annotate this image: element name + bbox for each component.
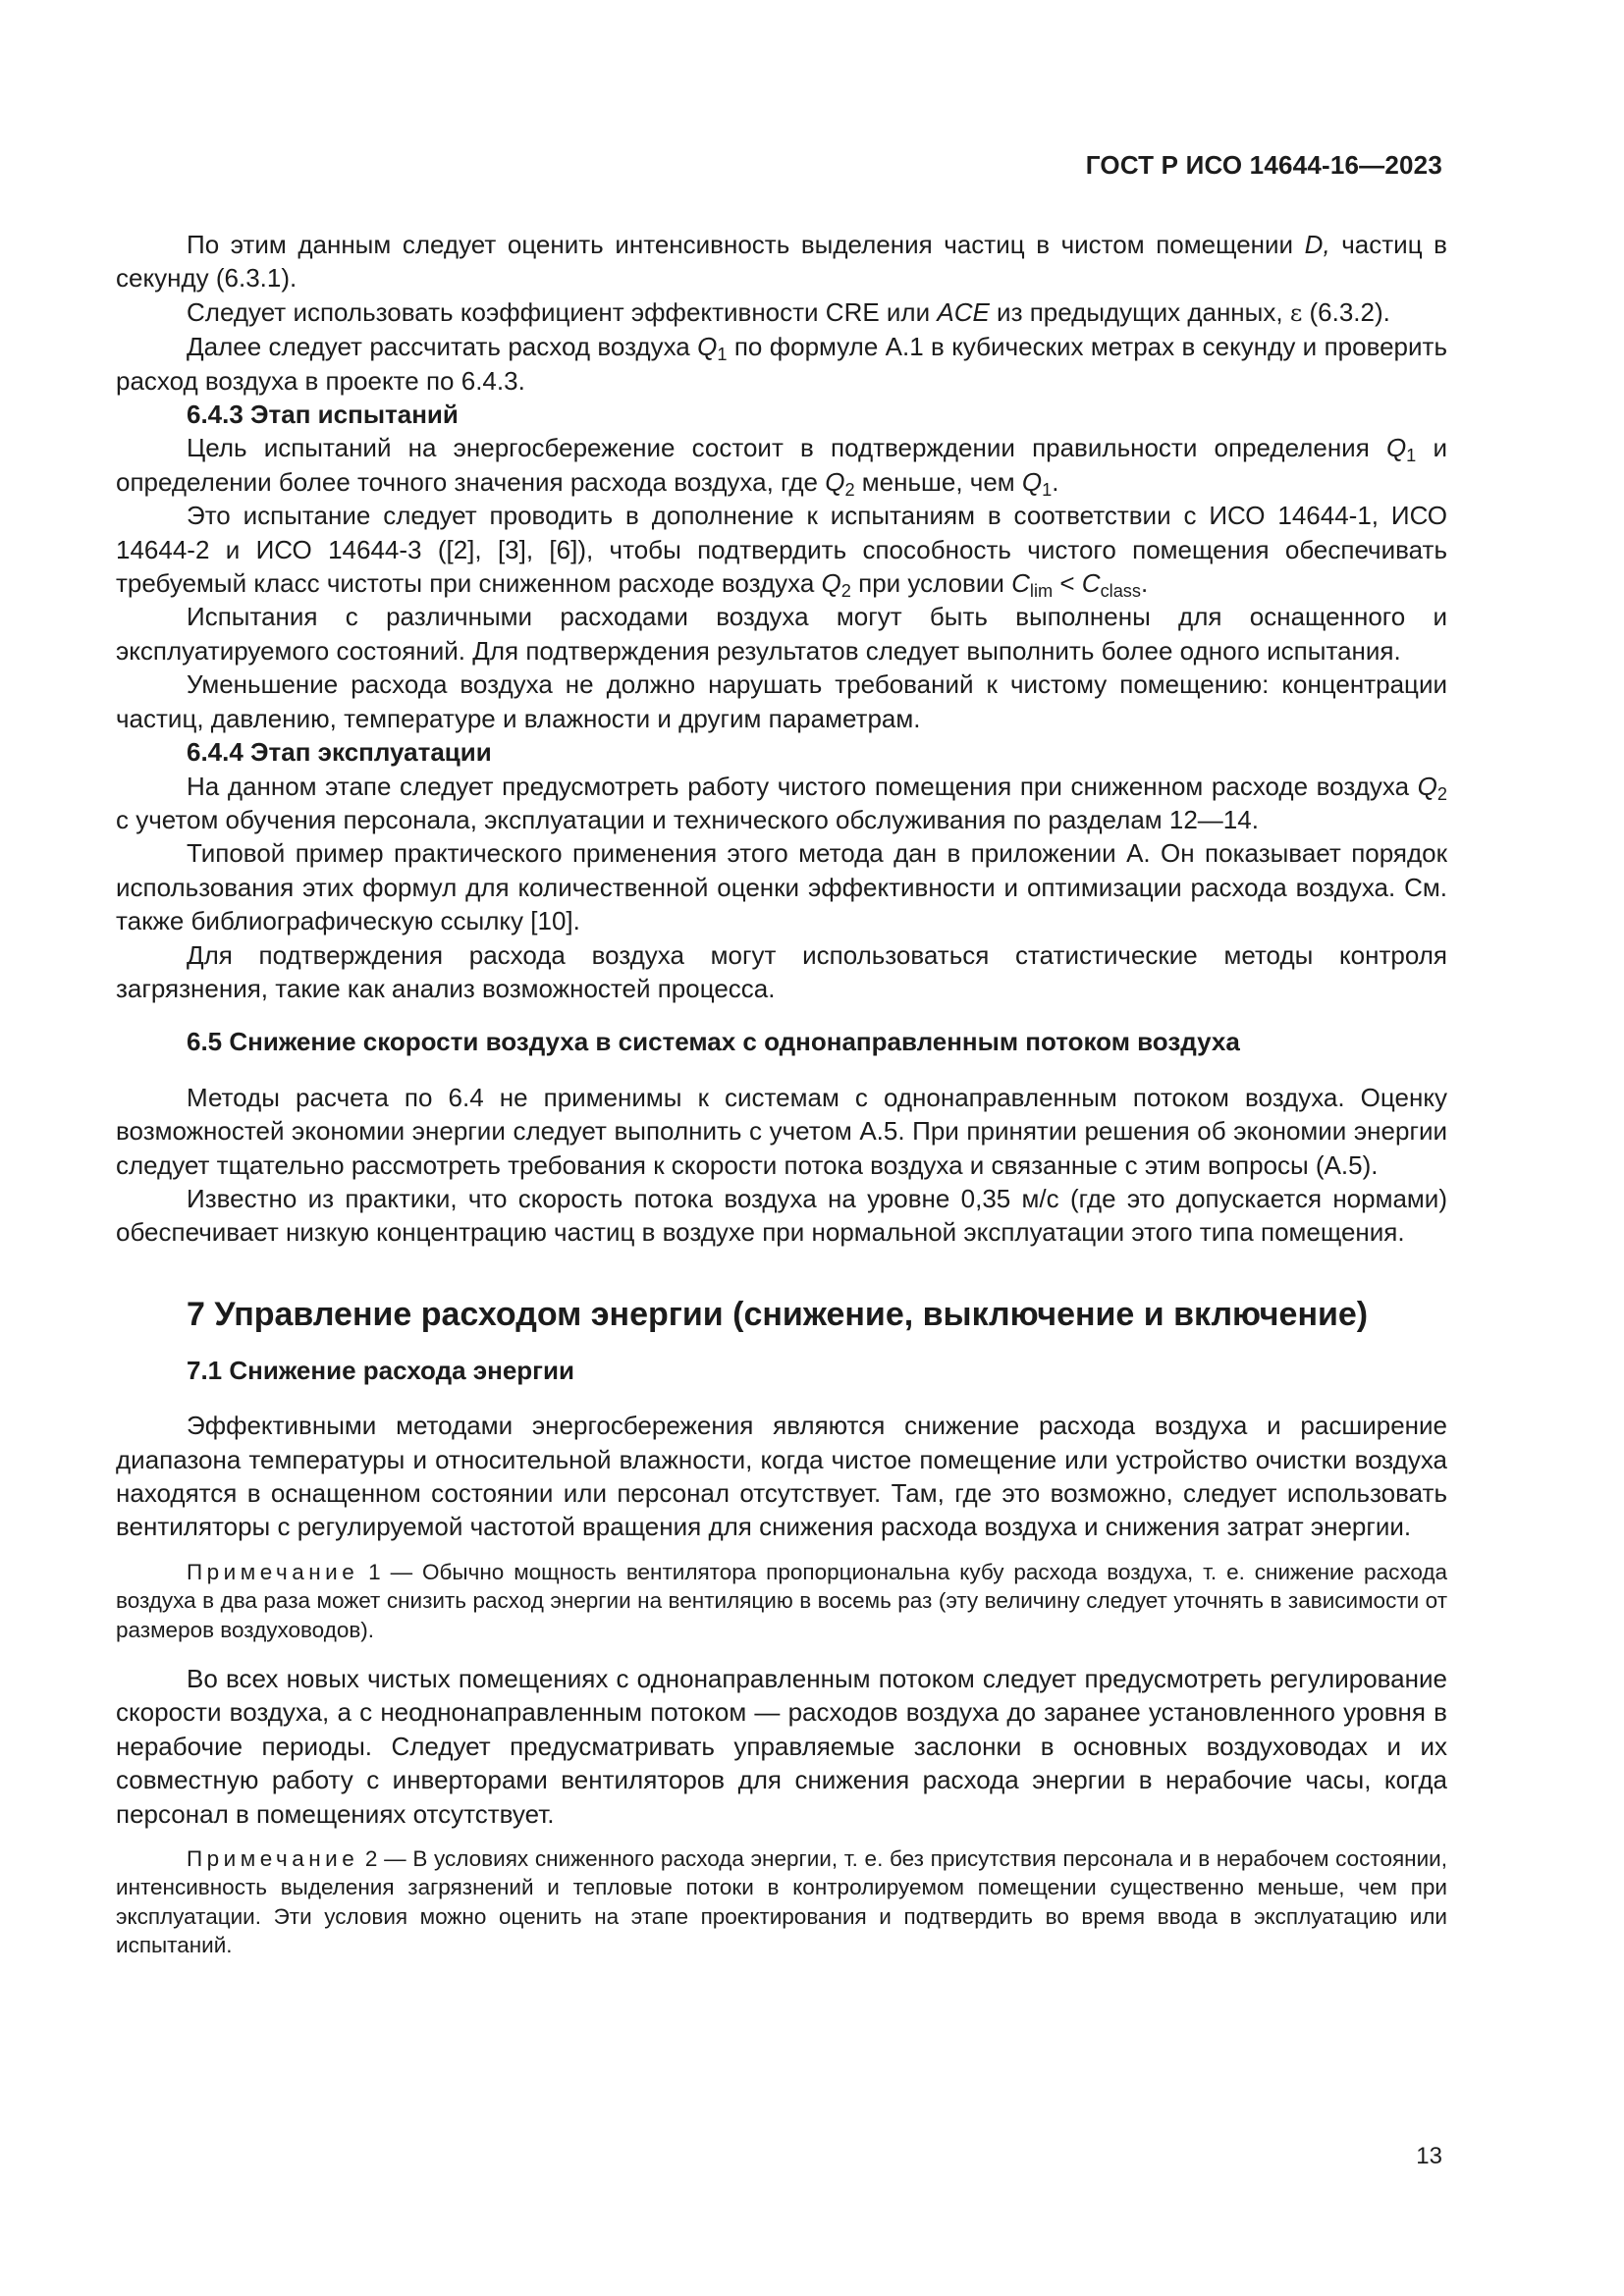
- section-heading-6-5: 6.5 Снижение скорости воздуха в системах с однонаправленным потоком воздуха: [187, 1027, 1240, 1057]
- paragraph: Типовой пример практического применения этого метода дан в приложении А. Он показывает порядок использования этих формул для количественной оценки эффективности и оптимизации расхода воздуха. См. также библиографическую ссылку [10].: [116, 838, 1447, 936]
- paragraph: Во всех новых чистых помещениях с однонаправленным потоком следует предусмотреть регулирование скорости воздуха, а с неоднонаправленным потоком — расходов воздуха до заранее установленного уровня в нерабочие периоды. Следует предусматривать управляемые заслонки в основных воздуховодах и их совместную работу с инверторами вентиляторов для снижения расхода энергии в нерабочие часы, когда персонал в помещениях отсутствует.: [116, 1664, 1447, 1829]
- paragraph: Испытания с различными расходами воздуха могут быть выполнены для оснащенного и эксплуатируемого состояний. Для подтверждения результатов следует выполнить более одного испытания.: [116, 602, 1447, 666]
- document-id-header: ГОСТ Р ИСО 14644-16—2023: [1085, 150, 1442, 180]
- note-label: Примечание: [187, 1846, 359, 1872]
- paragraph: Для подтверждения расхода воздуха могут использоваться статистические методы контроля загрязнения, такие как анализ возможностей процесса.: [116, 939, 1447, 1003]
- section-heading-7-1: 7.1 Снижение расхода энергии: [187, 1355, 574, 1385]
- paragraph: Цель испытаний на энергосбережение состоит в подтверждении правильности определения $Q_1$ и определении более точного значения расхода воздуха, где $Q_2$ меньше, чем $Q_1$.: [116, 433, 1447, 500]
- paragraph: Известно из практики, что скорость потока воздуха на уровне 0,35 м/с (где это допускается нормами) обеспечивает низкую концентрацию частиц в воздухе при нормальной эксплуатации этого типа помещения.: [116, 1183, 1447, 1248]
- section-heading-6-4-3: 6.4.3 Этап испытаний: [187, 400, 459, 430]
- paragraph: Следует использовать коэффициент эффективности CRE или ACE из предыдущих данных, ε (6.3.2).: [187, 296, 1390, 327]
- paragraph: На данном этапе следует предусмотреть работу чистого помещения при сниженном расходе воздуха $Q_2$ с учетом обучения персонала, эксплуатации и технического обслуживания по разделам 12—14.: [116, 771, 1447, 834]
- note-1: Примечание 1 — Обычно мощность вентилятора пропорциональна кубу расхода воздуха, т. е. снижение расхода воздуха в два раза может снизить расход энергии на вентиляцию в восемь раз (эту величину следует уточнять в зависимости от размеров воздуховодов).: [116, 1559, 1447, 1642]
- note-label: Примечание: [187, 1559, 359, 1584]
- section-heading-6-4-4: 6.4.4 Этап эксплуатации: [187, 737, 492, 768]
- paragraph: Эффективными методами энергосбережения являются снижение расхода воздуха и расширение диапазона температуры и относительной влажности, когда чистое помещение или устройство очистки воздуха находятся в оснащенном состоянии или персонал отсутствует. Там, где это возможно, следует использовать вентиляторы с регулируемой частотой вращения для снижения расхода воздуха и снижения затрат энергии.: [116, 1411, 1447, 1542]
- paragraph: По этим данным следует оценить интенсивность выделения частиц в чистом помещении D, частиц в секунду (6.3.1).: [116, 230, 1447, 294]
- paragraph: Методы расчета по 6.4 не применимы к системам с однонаправленным потоком воздуха. Оценку возможностей экономии энергии следует выполнить с учетом А.5. При принятии решения об экономии энергии следует тщательно рассмотреть требования к скорости потока воздуха и связанные с этим вопросы (А.5).: [116, 1082, 1447, 1180]
- paragraph: Далее следует рассчитать расход воздуха $Q_1$ по формуле А.1 в кубических метрах в секунду и проверить расход воздуха в проекте по 6.4.3.: [116, 332, 1447, 396]
- note-2: Примечание 2 — В условиях сниженного расхода энергии, т. е. без присутствия персонала и в нерабочем состоянии, интенсивность выделения загрязнений и тепловые потоки в контролируемом помещении существенно меньше, чем при эксплуатации. Эти условия можно оценить на этапе проектирования и подтвердить во время ввода в эксплуатацию или испытаний.: [116, 1846, 1447, 1958]
- paragraph: Это испытание следует проводить в дополнение к испытаниям в соответствии с ИСО 14644-1, ИСО 14644-2 и ИСО 14644-3 ([2], [3], [6]), чтобы подтвердить способность чистого помещения обеспечивать требуемый класс чистоты при сниженном расходе воздуха $Q_2$ при условии $C_{lim} < C_{class}$.: [116, 501, 1447, 602]
- chapter-heading-7: 7 Управление расходом энергии (снижение, выключение и включение): [187, 1295, 1369, 1333]
- paragraph: Уменьшение расхода воздуха не должно нарушать требований к чистому помещению: концентрации частиц, давлению, температуре и влажности и другим параметрам.: [116, 669, 1447, 733]
- page-body: [116, 228, 1447, 1978]
- page-number: 13: [1416, 2143, 1442, 2169]
